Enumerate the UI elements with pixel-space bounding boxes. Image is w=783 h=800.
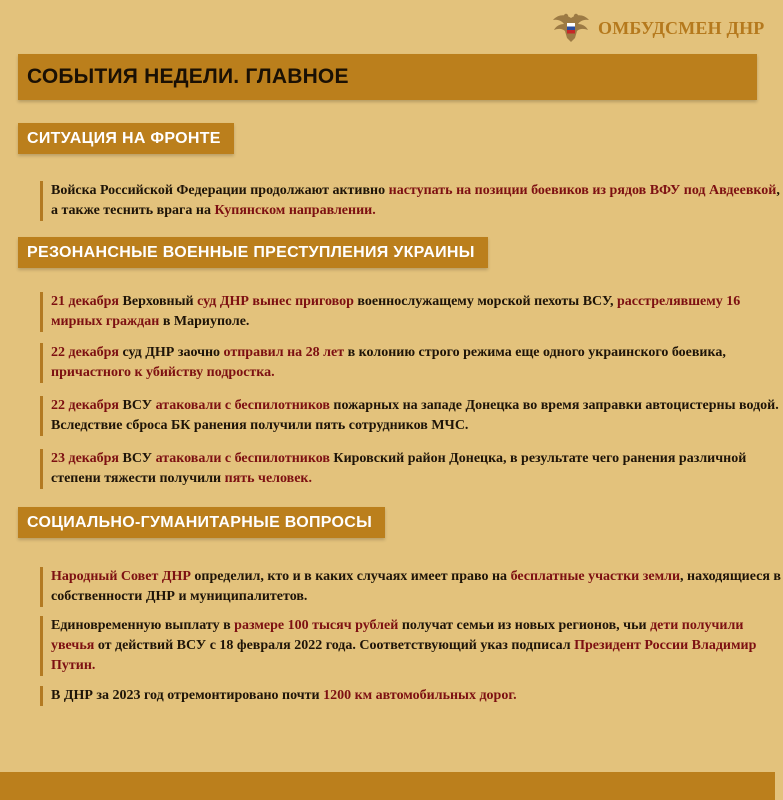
news-item bbox=[40, 567, 783, 607]
item-text: в колонию строго режима еще одного украинского боевика, bbox=[344, 345, 726, 360]
item-text: определил, кто и в каких случаях имеет право на bbox=[190, 569, 511, 584]
news-item bbox=[40, 396, 783, 436]
highlighted-text: 21 декабря bbox=[51, 294, 120, 309]
highlighted-text: Народный Совет ДНР bbox=[51, 569, 191, 584]
highlighted-text: расстрелявшему 16 мирных граждан bbox=[51, 294, 741, 329]
highlighted-text: бесплатные участки земли bbox=[510, 569, 681, 584]
item-text: пожарных на западе Донецка во время заправки автоцистерны водой. Вследствие сброса БК ранения получили пять сотрудников МЧС. bbox=[51, 398, 779, 433]
highlighted-text: пять человек. bbox=[224, 471, 313, 486]
highlighted-text: размере 100 тысяч рублей bbox=[234, 618, 399, 633]
item-text: от действий ВСУ с 18 февраля 2022 года. Соответствующий указ подписал bbox=[94, 638, 575, 653]
news-item bbox=[40, 343, 783, 383]
eagle-emblem-icon bbox=[552, 12, 590, 44]
item-text: В ДНР за 2023 год отремонтировано почти bbox=[51, 688, 324, 703]
highlighted-text: отправил на 28 лет bbox=[223, 345, 345, 360]
footer-bar bbox=[0, 772, 775, 800]
highlighted-text: 22 декабря bbox=[51, 345, 120, 360]
item-text: , находящиеся в собственности ДНР и муниципалитетов. bbox=[51, 569, 781, 604]
item-text: Войска Российской Федерации продолжают активно bbox=[51, 183, 389, 198]
item-text: Верховный bbox=[119, 294, 198, 309]
news-item bbox=[40, 686, 783, 706]
page-title: СОБЫТИЯ НЕДЕЛИ. ГЛАВНОЕ bbox=[27, 65, 349, 88]
item-text: , а также теснить врага на bbox=[51, 183, 780, 218]
highlighted-text: Президент России Владимир Путин. bbox=[51, 638, 757, 673]
item-text: военнослужащему морской пехоты ВСУ, bbox=[353, 294, 617, 309]
news-item bbox=[40, 616, 783, 676]
news-item bbox=[40, 181, 783, 221]
section-title-front: СИТУАЦИЯ НА ФРОНТЕ bbox=[18, 123, 234, 154]
item-text: получат семьи из новых регионов, чьи bbox=[398, 618, 651, 633]
highlighted-text: суд ДНР вынес приговор bbox=[197, 294, 354, 309]
item-text: ВСУ bbox=[119, 451, 156, 466]
item-text: Единовременную выплату в bbox=[51, 618, 235, 633]
highlighted-text: 1200 км автомобильных дорог. bbox=[323, 688, 517, 703]
news-item bbox=[40, 292, 783, 332]
highlighted-text: Купянском направлении. bbox=[214, 203, 376, 218]
item-text: в Мариуполе. bbox=[159, 314, 250, 329]
highlighted-text: атаковали с беспилотников bbox=[155, 451, 330, 466]
highlighted-text: дети получили увечья bbox=[51, 618, 744, 653]
section-title-social: СОЦИАЛЬНО-ГУМАНИТАРНЫЕ ВОПРОСЫ bbox=[18, 507, 385, 538]
logo-text: ОМБУДСМЕН ДНР bbox=[598, 17, 765, 38]
highlighted-text: атаковали с беспилотников bbox=[155, 398, 330, 413]
page-title-bar bbox=[18, 54, 757, 100]
logo bbox=[552, 12, 765, 44]
highlighted-text: наступать на позиции боевиков из рядов ВФУ под Авдеевкой bbox=[388, 183, 777, 198]
highlighted-text: 22 декабря bbox=[51, 398, 120, 413]
item-text: Кировский район Донецка, в результате чего ранения различной степени тяжести получили bbox=[51, 451, 747, 486]
highlighted-text: 23 декабря bbox=[51, 451, 120, 466]
item-text: суд ДНР заочно bbox=[119, 345, 224, 360]
news-item bbox=[40, 449, 783, 489]
item-text: ВСУ bbox=[119, 398, 156, 413]
highlighted-text: причастного к убийству подростка. bbox=[51, 365, 275, 380]
section-title-war-crimes: РЕЗОНАНСНЫЕ ВОЕННЫЕ ПРЕСТУПЛЕНИЯ УКРАИНЫ bbox=[18, 237, 488, 268]
